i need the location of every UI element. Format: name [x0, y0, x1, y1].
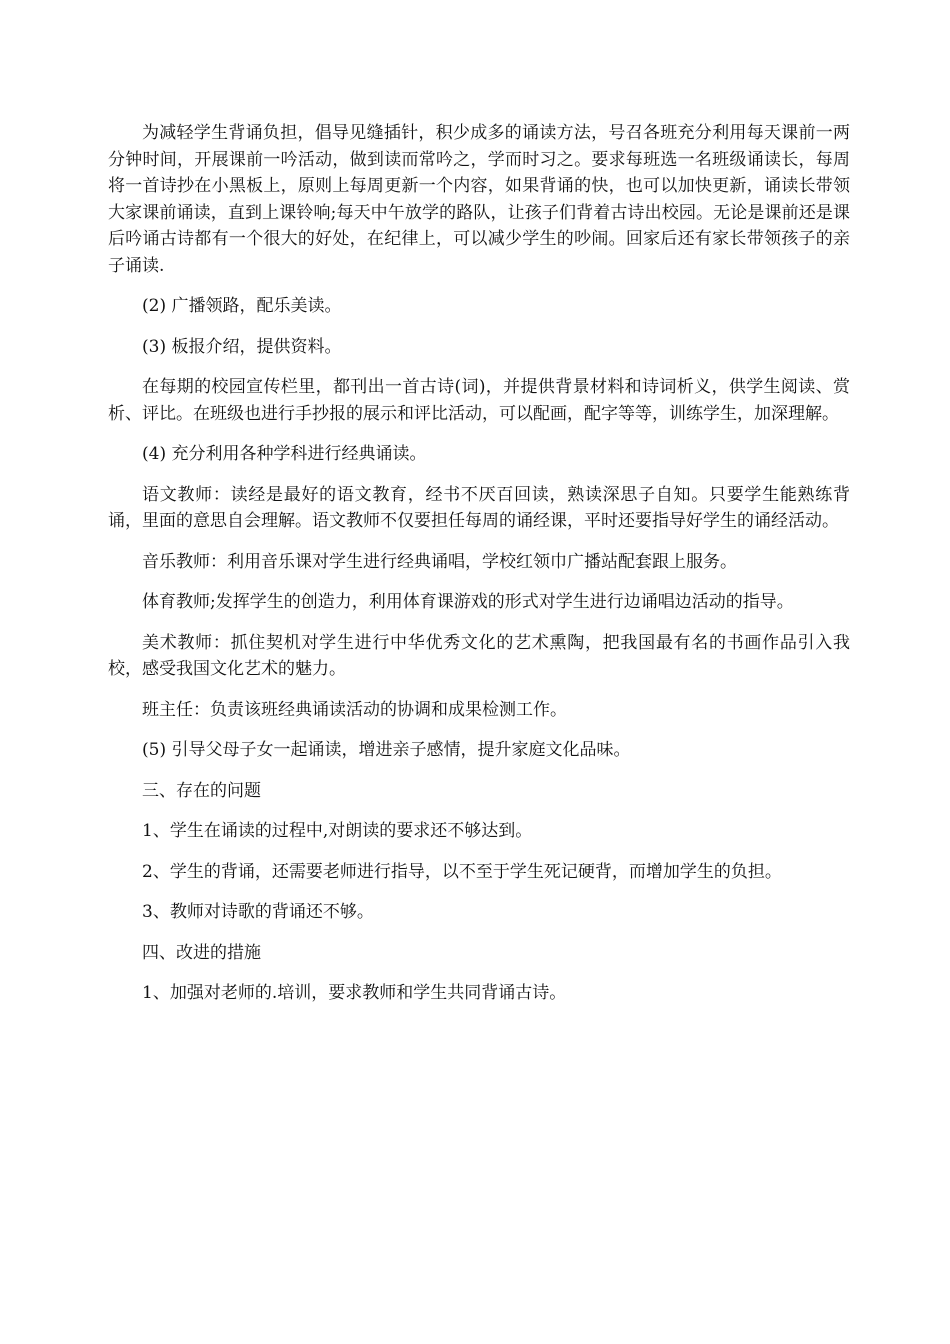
paragraph-parents: (5) 引导父母子女一起诵读，增进亲子感情，提升家庭文化品味。	[142, 740, 631, 760]
heading-improvements: 四、改进的措施	[142, 942, 261, 963]
paragraph-music-teacher: 音乐教师：利用音乐课对学生进行经典诵唱，学校红领巾广播站配套跟上服务。	[142, 551, 737, 572]
paragraph-problem-3: 3、教师对诗歌的背诵还不够。	[142, 902, 374, 922]
paragraph-blackboard: (3) 板报介绍，提供资料。	[142, 336, 342, 357]
paragraph-art-teacher: 美术教师：抓住契机对学生进行中华优秀文化的艺术熏陶，把我国最有名的书画作品引入我校，感受我国文化艺术的魅力。	[108, 632, 850, 679]
paragraph-subjects: (4) 充分利用各种学科进行经典诵读。	[142, 444, 427, 464]
paragraph-broadcast: (2) 广播领路，配乐美读。	[142, 296, 342, 316]
paragraph-pe-teacher: 体育教师;发挥学生的创造力，利用体育课游戏的形式对学生进行边诵唱边活动的指导。	[142, 592, 794, 612]
paragraph-problem-2: 2、学生的背诵，还需要老师进行指导，以不至于学生死记硬背，而增加学生的负担。	[142, 861, 782, 882]
heading-problems: 三、存在的问题	[142, 780, 261, 801]
paragraph-recitation-method: 为减轻学生背诵负担，倡导见缝插针，积少成多的诵读方法，号召各班充分利用每天课前一两分钟时间，开展课前一吟活动，做到读而常吟之，学而时习之。要求每班选一名班级诵读长，每周将一首诗抄在小黑板上，原则上每周更新一个内容，如果背诵的快，也可以加快更新，诵读长带领大家课前诵读，直到上课铃响;每天中午放学的路队，让孩子们背着古诗出校园。无论是课前还是课后吟诵古诗都有一个很大的好处，在纪律上，可以减少学生的吵闹。回家后还有家长带领孩子的亲子诵读.	[108, 123, 850, 276]
paragraph-chinese-teacher: 语文教师：读经是最好的语文教育，经书不厌百回读，熟读深思子自知。只要学生能熟练背诵，里面的意思自会理解。语文教师不仅要担任每周的诵经课，平时还要指导好学生的诵经活动。	[108, 484, 850, 531]
paragraph-problem-1: 1、学生在诵读的过程中,对朗读的要求还不够达到。	[142, 821, 533, 841]
document-page	[108, 120, 850, 1021]
paragraph-head-teacher: 班主任：负责该班经典诵读活动的协调和成果检测工作。	[142, 699, 567, 720]
paragraph-improvement-1: 1、加强对老师的.培训，要求教师和学生共同背诵古诗。	[142, 983, 567, 1003]
paragraph-bulletin: 在每期的校园宣传栏里，都刊出一首古诗(词)，并提供背景材料和诗词析义，供学生阅读、赏析、评比。在班级也进行手抄报的展示和评比活动，可以配画，配字等等，训练学生，加深理解。	[108, 377, 850, 424]
